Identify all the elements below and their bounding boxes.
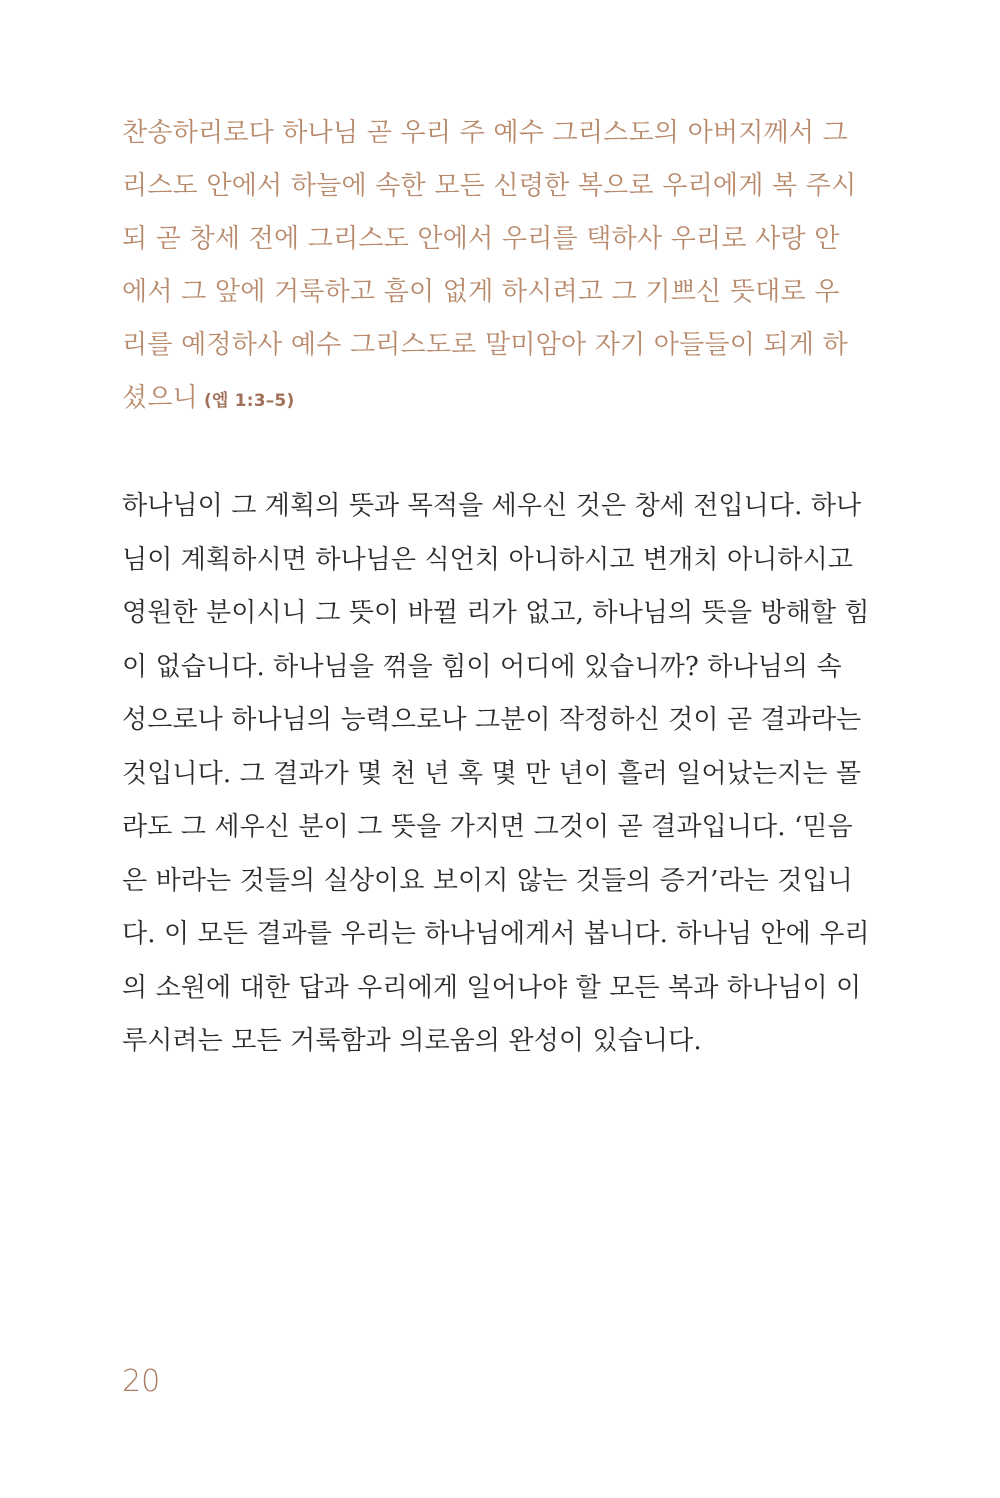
- body-line: 루시려는 모든 거룩함과 의로움의 완성이 있습니다.: [122, 1026, 702, 1056]
- body-line: 다. 이 모든 결과를 우리는 하나님에게서 봅니다. 하나님 안에 우리: [122, 919, 870, 949]
- quote-line: 리를 예정하사 예수 그리스도로 말미암아 자기 아들들이 되게 하: [122, 330, 848, 360]
- quote-line: 리스도 안에서 하늘에 속한 모든 신령한 복으로 우리에게 복 주시: [122, 171, 857, 201]
- body-line: 라도 그 세우신 분이 그 뜻을 가지면 그것이 곧 결과입니다. ‘믿음: [122, 812, 853, 842]
- body-line: 영원한 분이시니 그 뜻이 바뀔 리가 없고, 하나님의 뜻을 방해할 힘: [122, 598, 870, 628]
- quote-line-text: 셨으니: [122, 383, 198, 413]
- body-line: 은 바라는 것들의 실상이요 보이지 않는 것들의 증거’라는 것입니: [122, 865, 853, 896]
- quote-line: 되 곧 창세 전에 그리스도 안에서 우리를 택하사 우리로 사랑 안: [122, 224, 840, 254]
- page-number: 20: [122, 1364, 161, 1399]
- body-line: 님이 계획하시면 하나님은 식언치 아니하시고 변개치 아니하시고: [122, 544, 854, 575]
- body-line: 성으로나 하나님의 능력으로나 그분이 작정하신 것이 곧 결과라는: [122, 705, 862, 735]
- quote-line: 에서 그 앞에 거룩하고 흠이 없게 하시려고 그 기쁘신 뜻대로 우: [122, 277, 840, 307]
- body-line: 하나님이 그 계획의 뜻과 목적을 세우신 것은 창세 전입니다. 하나: [122, 491, 862, 521]
- body-line: 의 소원에 대한 답과 우리에게 일어나야 할 모든 복과 하나님이 이: [122, 972, 862, 1003]
- scripture-reference: (엡 1:3–5): [203, 391, 295, 411]
- scripture-quote: [122, 107, 857, 425]
- quote-line: 찬송하리로다 하나님 곧 우리 주 예수 그리스도의 아버지께서 그: [122, 118, 848, 148]
- quote-last-line: [122, 372, 822, 425]
- body-line: 이 없습니다. 하나님을 꺾을 힘이 어디에 있습니까? 하나님의 속: [122, 651, 842, 682]
- body-line: 것입니다. 그 결과가 몇 천 년 혹 몇 만 년이 흘러 일어났는지는 몰: [122, 758, 862, 789]
- body-paragraph: [122, 480, 870, 1069]
